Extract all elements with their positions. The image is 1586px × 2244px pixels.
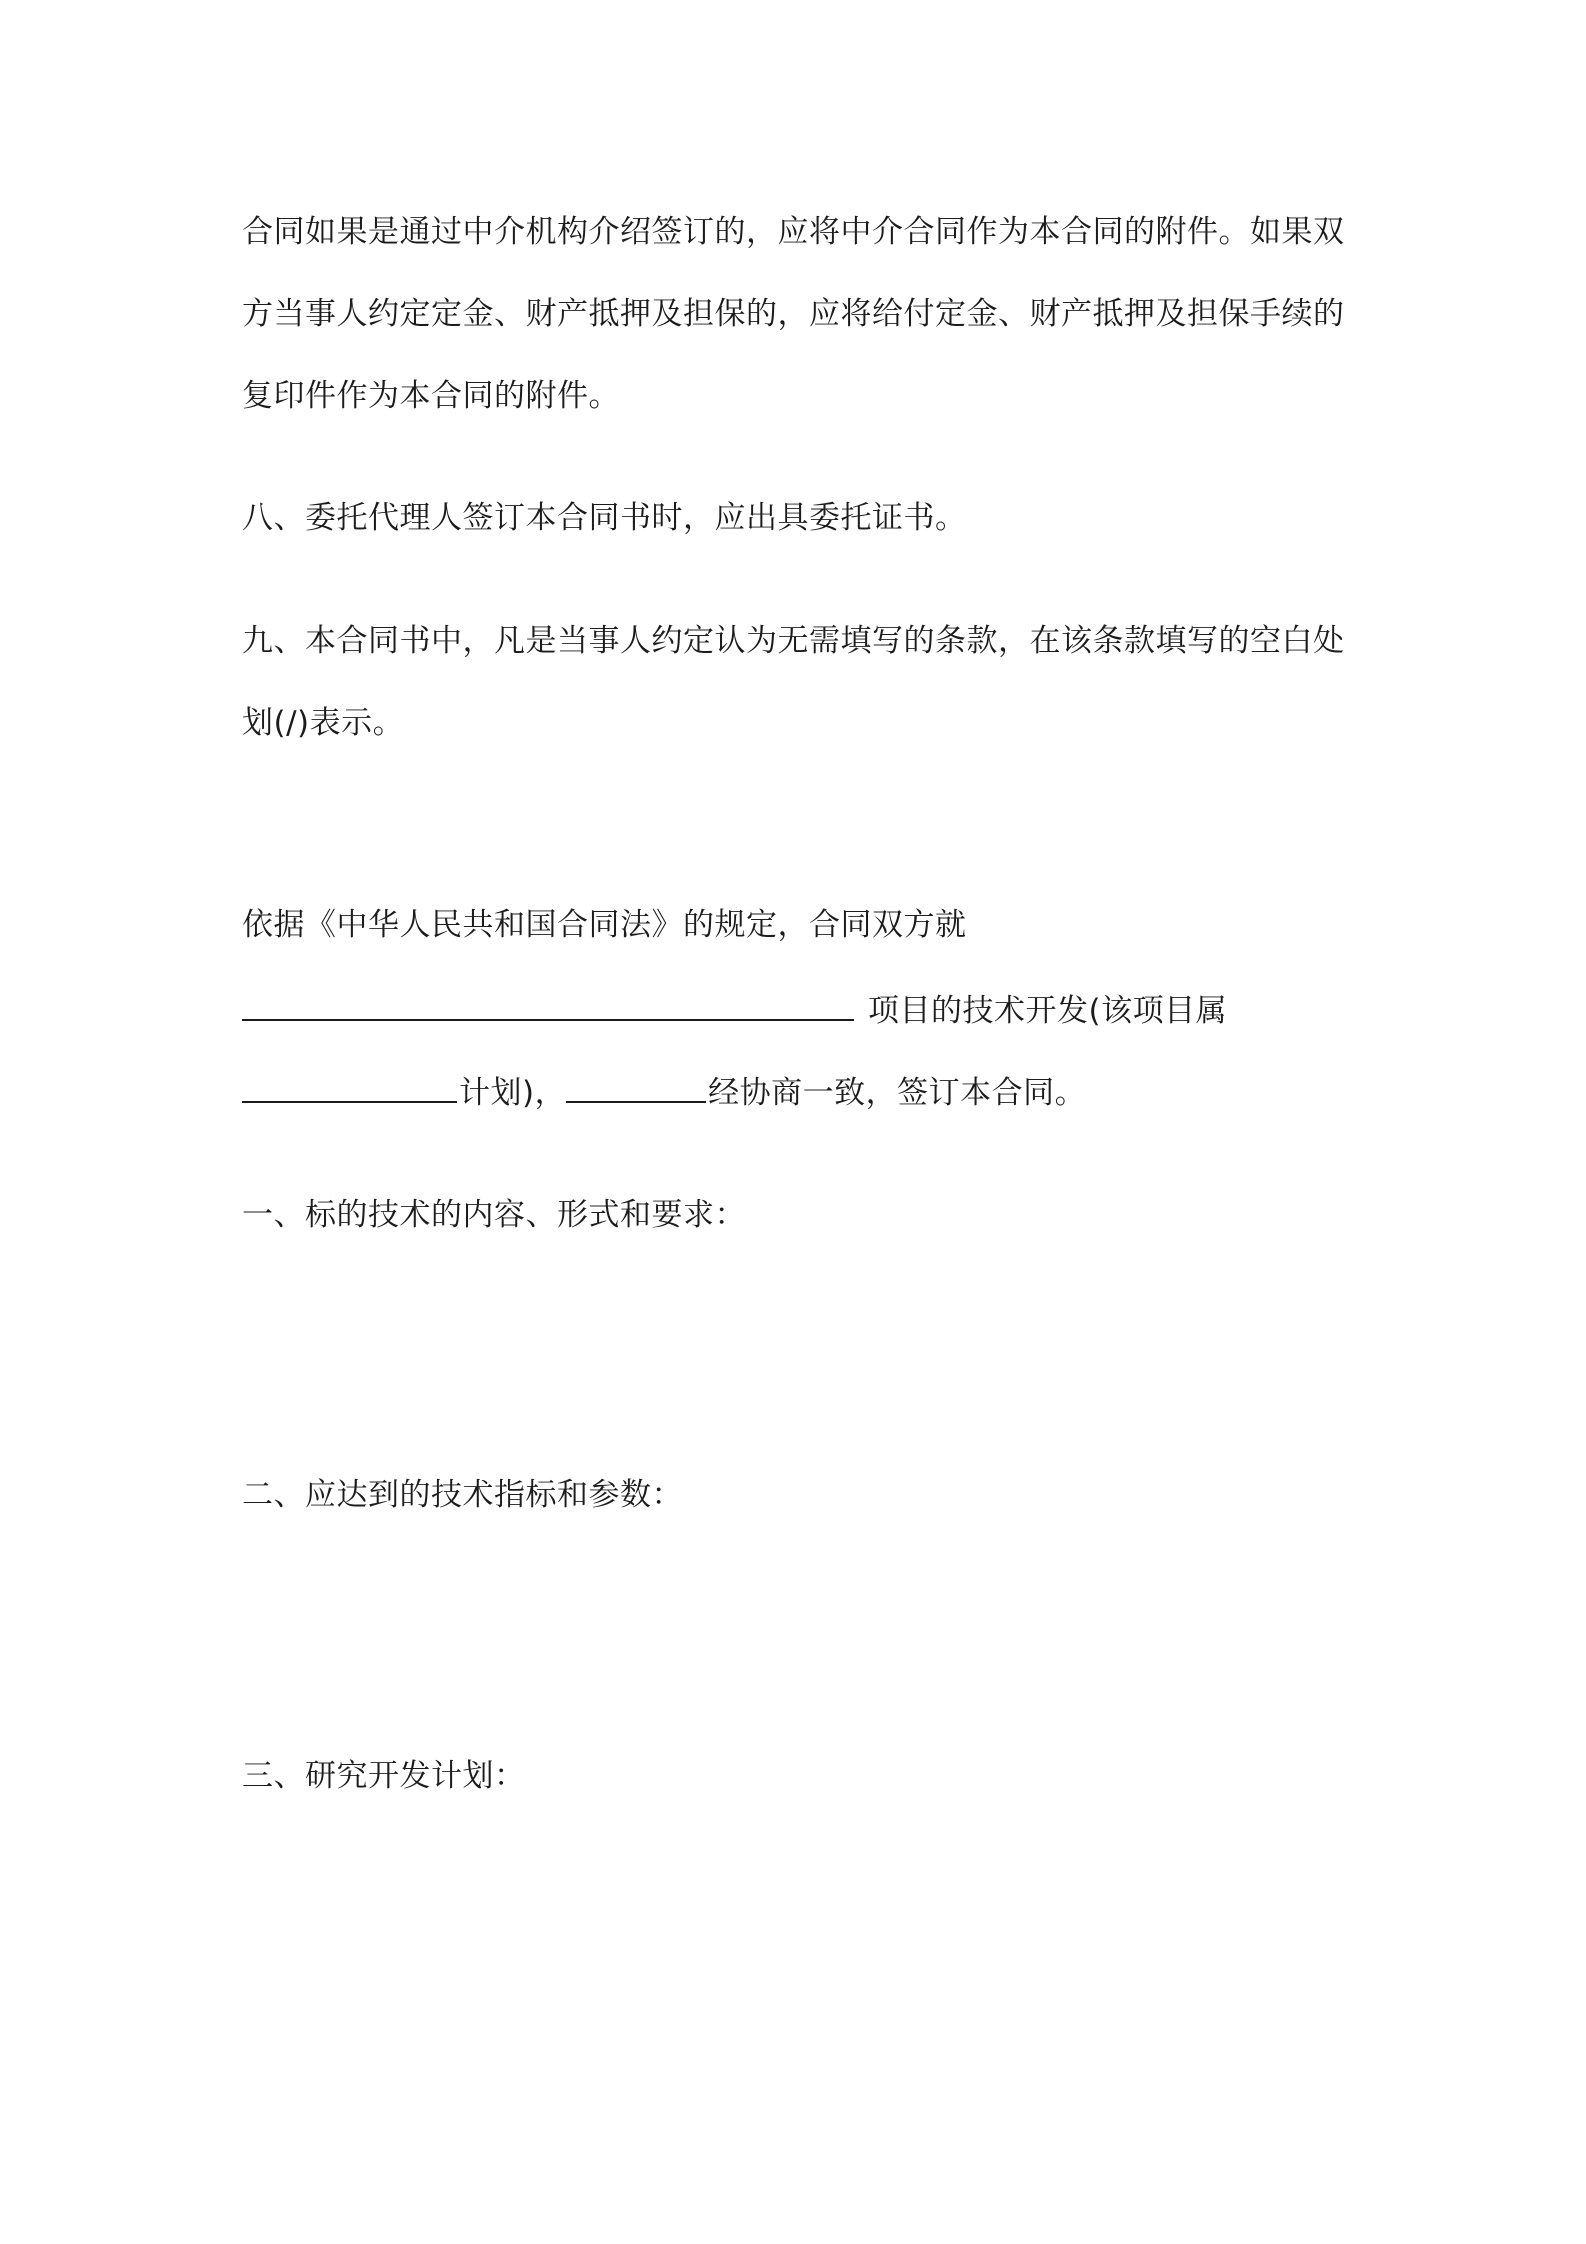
clause-9-line-1: 九、本合同书中，凡是当事人约定认为无需填写的条款，在该条款填写的空白处 bbox=[242, 623, 1345, 659]
section-3-heading: 三、研究开发计划： bbox=[242, 1758, 526, 1794]
preamble-line-1: 依据《中华人民共和国合同法》的规定，合同双方就 bbox=[242, 907, 967, 943]
preamble-line-2-text: 项目的技术开发(该项目属 bbox=[868, 993, 1228, 1029]
preamble-line-3-part-2: 经协商一致，签订本合同。 bbox=[708, 1075, 1087, 1111]
plan-name-blank[interactable] bbox=[242, 1075, 457, 1103]
section-2-heading: 二、应达到的技术指标和参数： bbox=[242, 1477, 683, 1513]
attachment-clause-line-1: 合同如果是通过中介机构介绍签订的，应将中介合同作为本合同的附件。如果双 bbox=[242, 214, 1345, 250]
section-1-heading: 一、标的技术的内容、形式和要求： bbox=[242, 1197, 746, 1233]
preamble-line-3 bbox=[242, 1071, 1086, 1115]
attachment-clause-line-3: 复印件作为本合同的附件。 bbox=[242, 378, 620, 414]
clause-9-line-2: 划(/)表示。 bbox=[242, 705, 405, 741]
clause-8: 八、委托代理人签订本合同书时，应出具委托证书。 bbox=[242, 500, 967, 536]
preamble-line-3-part-1: 计划)， bbox=[459, 1075, 567, 1111]
project-name-blank[interactable] bbox=[242, 993, 854, 1021]
party-blank[interactable] bbox=[566, 1075, 706, 1103]
attachment-clause-line-2: 方当事人约定定金、财产抵押及担保的，应将给付定金、财产抵押及担保手续的 bbox=[242, 296, 1345, 332]
preamble-line-2 bbox=[242, 989, 1227, 1033]
